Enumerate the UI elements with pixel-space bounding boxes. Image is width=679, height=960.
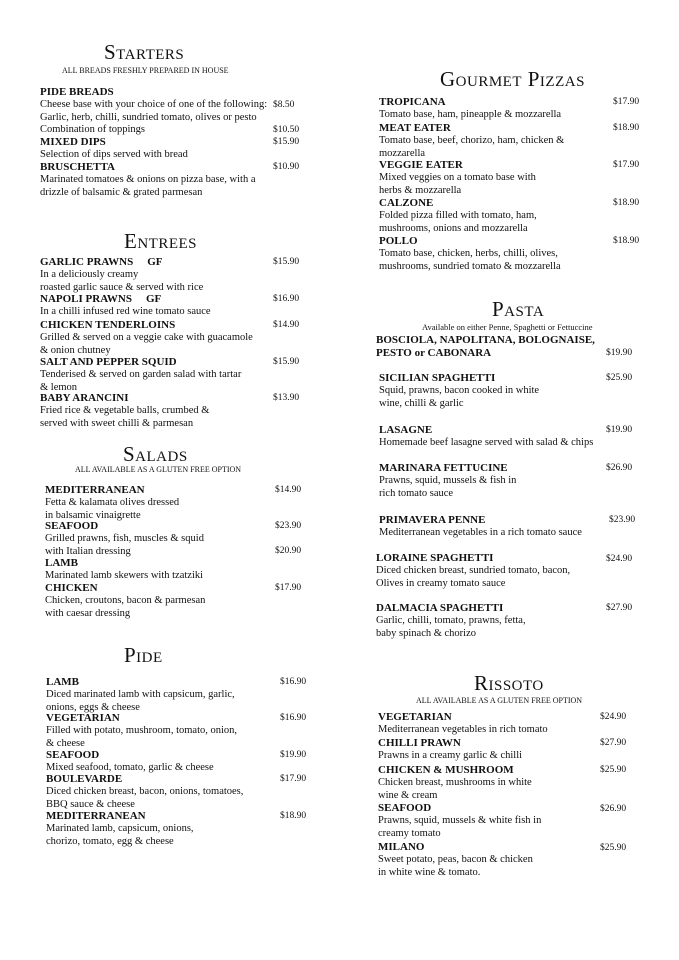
menu-item-tropicana — [379, 96, 561, 122]
menu-item-garlic-prawns — [40, 256, 203, 294]
item-desc: Combination of toppings — [40, 124, 145, 135]
item-price: $18.90 — [613, 198, 640, 208]
item-desc: Homemade beef lasagne served with salad & chips — [379, 437, 594, 448]
item-name: LAMB — [46, 676, 79, 688]
salads-title: Salads — [123, 442, 188, 466]
item-name: NAPOLI PRAWNS — [40, 293, 132, 305]
item-desc: Chicken breast, mushrooms in white — [378, 777, 532, 788]
item-name: LASAGNE — [379, 424, 433, 436]
menu-item-marinara-fettucine — [379, 462, 516, 500]
item-desc: wine, chilli & garlic — [379, 397, 464, 409]
item-price: $17.90 — [280, 774, 307, 784]
item-desc: wine & cream — [378, 789, 438, 801]
item-name: CHICKEN — [45, 582, 98, 594]
menu-item-seafood-pide — [46, 749, 214, 775]
item-desc: Marinated lamb skewers with tzatziki — [45, 570, 204, 581]
item-name-row — [40, 293, 211, 306]
item-name: BOULEVARDE — [46, 773, 123, 785]
menu-item-baby-arancini — [40, 392, 209, 430]
menu-item-chicken-salad — [45, 582, 205, 620]
item-price: $14.90 — [275, 485, 302, 495]
item-price: $25.90 — [606, 373, 633, 383]
item-desc: Marinated lamb, capsicum, onions, — [46, 823, 194, 834]
item-desc: Garlic, herb, chilli, sundried tomato, olives or pesto — [40, 111, 257, 123]
item-desc: onions, eggs & cheese — [46, 701, 140, 713]
item-desc: Tenderised & served on garden salad with tartar — [40, 369, 242, 380]
item-price: $24.90 — [606, 554, 633, 564]
item-name: SEAFOOD — [378, 802, 432, 814]
item-desc: Mixed veggies on a tomato base with — [379, 172, 536, 183]
item-price: $18.90 — [280, 811, 307, 821]
item-desc: Garlic, chilli, tomato, prawns, fetta, — [376, 615, 526, 626]
menu-item-mixed-dips — [40, 136, 188, 162]
item-price: $25.90 — [600, 765, 627, 775]
item-desc: in balsamic vinaigrette — [45, 509, 141, 521]
item-desc: Squid, prawns, bacon cooked in white — [379, 385, 540, 396]
item-name: VEGGIE EATER — [379, 159, 463, 171]
item-desc: Folded pizza filled with tomato, ham, — [379, 210, 537, 221]
item-price: $8.50 — [273, 100, 295, 110]
item-desc: with caesar dressing — [45, 607, 131, 619]
item-desc: Tomato base, beef, chorizo, ham, chicken & — [379, 135, 565, 146]
item-desc: Chicken, croutons, bacon & parmesan — [45, 595, 206, 606]
menu-item-mediterranean-salad — [45, 484, 179, 522]
item-price: $17.90 — [613, 97, 640, 107]
item-desc: Diced chicken breast, bacon, onions, tomatoes, — [46, 786, 244, 797]
item-desc: Fetta & kalamata olives dressed — [45, 497, 180, 508]
item-desc: & cheese — [46, 737, 85, 749]
item-desc: In a chilli infused red wine tomato sauce — [40, 306, 211, 317]
item-desc: Sweet potato, peas, bacon & chicken — [378, 854, 533, 865]
item-name: MEDITERRANEAN — [46, 810, 146, 822]
item-price: $15.90 — [273, 137, 300, 147]
menu-item-milano-rissoto — [378, 841, 533, 879]
item-price: $26.90 — [606, 463, 633, 473]
item-name: MEDITERRANEAN — [45, 484, 145, 496]
item-desc: Filled with potato, mushroom, tomato, onion, — [46, 725, 238, 736]
menu-item-vegetarian-pide — [46, 712, 237, 750]
item-price: $19.90 — [606, 425, 633, 435]
menu-item-seafood-rissoto — [378, 802, 541, 840]
item-desc: mushrooms, onions and mozzarella — [379, 222, 528, 234]
menu-item-salt-pepper-squid — [40, 356, 241, 394]
item-price: $27.90 — [606, 603, 633, 613]
pasta-title: Pasta — [492, 297, 545, 321]
item-desc: roasted garlic sauce & served with rice — [40, 281, 204, 293]
menu-item-veggie-eater — [379, 159, 536, 197]
menu-item-napoli-prawns — [40, 293, 211, 319]
item-desc: rich tomato sauce — [379, 487, 454, 499]
item-desc: with Italian dressing — [45, 545, 131, 557]
item-name: MILANO — [378, 841, 425, 853]
item-name: SALT AND PEPPER SQUID — [40, 356, 177, 368]
item-name: BABY ARANCINI — [40, 392, 129, 404]
item-price: $26.90 — [600, 804, 627, 814]
item-name: MEAT EATER — [379, 122, 451, 134]
item-name: CHICKEN TENDERLOINS — [40, 319, 176, 331]
item-name: PIDE BREADS — [40, 86, 114, 98]
item-name: LORAINE SPAGHETTI — [376, 552, 494, 564]
item-desc: Mediterranean vegetables in rich tomato — [378, 724, 548, 735]
item-name: CALZONE — [379, 197, 434, 209]
item-price: $10.90 — [273, 162, 300, 172]
starters-subtitle: ALL BREADS FRESHLY PREPARED IN HOUSE — [62, 66, 229, 75]
menu-item-primavera-penne — [379, 514, 582, 540]
item-name: SEAFOOD — [45, 520, 99, 532]
item-desc: Mixed seafood, tomato, garlic & cheese — [46, 762, 214, 773]
item-desc: baby spinach & chorizo — [376, 627, 477, 639]
item-desc: mozzarella — [379, 147, 426, 159]
item-price: $16.90 — [273, 294, 300, 304]
menu-item-chicken-mushroom-rissoto — [378, 764, 532, 802]
item-desc: BBQ sauce & cheese — [46, 798, 135, 810]
item-desc: served with sweet chilli & parmesan — [40, 417, 194, 429]
item-price: $27.90 — [600, 738, 627, 748]
menu-item-chicken-tenderloins — [40, 319, 253, 357]
item-name: POLLO — [379, 235, 418, 247]
item-name: MARINARA FETTUCINE — [379, 462, 508, 474]
item-price: $14.90 — [273, 320, 300, 330]
item-desc: Mediterranean vegetables in a rich tomato sauce — [379, 527, 582, 538]
menu-item-loraine-spaghetti — [376, 552, 570, 590]
item-price: $24.90 — [600, 712, 627, 722]
item-name: PESTO or CABONARA — [376, 347, 492, 359]
rissoto-title: Rissoto — [474, 671, 544, 695]
item-price: $23.90 — [609, 515, 636, 525]
item-desc: drizzle of balsamic & grated parmesan — [40, 186, 203, 198]
item-desc: In a deliciously creamy — [40, 269, 139, 280]
item-desc: Tomato base, chicken, herbs, chilli, olives, — [379, 248, 558, 259]
menu-item-calzone — [379, 197, 537, 235]
rissoto-subtitle: ALL AVAILABLE AS A GLUTEN FREE OPTION — [416, 696, 583, 705]
item-name: MIXED DIPS — [40, 136, 106, 148]
item-price: $17.90 — [275, 583, 302, 593]
item-name: BRUSCHETTA — [40, 161, 115, 173]
menu-item-sicilian-spaghetti — [379, 372, 539, 410]
salads-subtitle: ALL AVAILABLE AS A GLUTEN FREE OPTION — [75, 465, 242, 474]
item-desc: in white wine & tomato. — [378, 866, 481, 878]
menu-item-seafood-salad — [45, 520, 204, 558]
item-name: CHILLI PRAWN — [378, 737, 461, 749]
item-name: SICILIAN SPAGHETTI — [379, 372, 496, 384]
menu-item-chilli-prawn-rissoto — [378, 737, 522, 763]
menu-item-meat-eater — [379, 122, 564, 160]
item-desc: Grilled prawns, fish, muscles & squid — [45, 533, 204, 544]
item-desc: Marinated tomatoes & onions on pizza base, with a — [40, 174, 256, 185]
entrees-title: Entrees — [124, 229, 197, 253]
item-desc: Prawns, squid, mussels & fish in — [379, 475, 517, 486]
item-name: SEAFOOD — [46, 749, 100, 761]
item-price: $18.90 — [613, 123, 640, 133]
menu-item-pasta-classics — [376, 334, 595, 360]
pasta-subtitle: Available on either Penne, Spaghetti or Fettuccine — [422, 322, 593, 332]
pide-title: Pide — [124, 643, 163, 667]
menu-item-lamb-pide — [46, 676, 235, 714]
menu-item-dalmacia-spaghetti — [376, 602, 526, 640]
item-price: $13.90 — [273, 393, 300, 403]
item-price: $17.90 — [613, 160, 640, 170]
item-name: VEGETARIAN — [378, 711, 452, 723]
item-price: $19.90 — [606, 348, 633, 358]
menu-item-bruschetta — [40, 161, 256, 199]
menu-item-vegetarian-rissoto — [378, 711, 548, 737]
item-desc: Selection of dips served with bread — [40, 149, 188, 160]
item-desc: Prawns, squid, mussels & white fish in — [378, 815, 542, 826]
item-desc: Diced marinated lamb with capsicum, garlic, — [46, 689, 235, 700]
item-price: $19.90 — [280, 750, 307, 760]
item-price: $15.90 — [273, 257, 300, 267]
item-price: $20.90 — [275, 546, 302, 556]
item-desc: Tomato base, ham, pineapple & mozzarella — [379, 109, 562, 120]
item-desc: & lemon — [40, 381, 78, 393]
menu-item-lamb-salad — [45, 557, 203, 583]
item-price: $16.90 — [280, 713, 307, 723]
item-desc: herbs & mozzarella — [379, 184, 462, 196]
item-desc: Cheese base with your choice of one of the following: — [40, 99, 268, 110]
item-price: $23.90 — [275, 521, 302, 531]
item-desc: creamy tomato — [378, 827, 441, 839]
item-price: $25.90 — [600, 843, 627, 853]
menu-item-pide-breads — [40, 86, 267, 137]
item-desc: mushrooms, sundried tomato & mozzarella — [379, 260, 561, 272]
item-desc: & onion chutney — [40, 344, 111, 356]
item-desc: Diced chicken breast, sundried tomato, bacon, — [376, 565, 571, 576]
item-desc: Fried rice & vegetable balls, crumbed & — [40, 405, 210, 416]
menu-item-lasagne — [379, 424, 593, 450]
item-name: BOSCIOLA, NAPOLITANA, BOLOGNAISE, — [376, 334, 595, 346]
item-name: CHICKEN & MUSHROOM — [378, 764, 514, 776]
item-name: GARLIC PRAWNS — [40, 256, 134, 268]
pizzas-title: Gourmet Pizzas — [440, 67, 585, 91]
item-price: $15.90 — [273, 357, 300, 367]
item-price: $16.90 — [280, 677, 307, 687]
menu-item-mediterranean-pide — [46, 810, 194, 848]
gluten-free-badge: GF — [145, 293, 162, 305]
item-name: TROPICANA — [379, 96, 446, 108]
item-price: $10.50 — [273, 125, 300, 135]
item-name: VEGETARIAN — [46, 712, 120, 724]
item-desc: Grilled & served on a veggie cake with guacamole — [40, 332, 253, 343]
gluten-free-badge: GF — [147, 256, 163, 268]
item-desc: Prawns in a creamy garlic & chilli — [378, 750, 523, 761]
item-name: DALMACIA SPAGHETTI — [376, 602, 504, 614]
item-name: LAMB — [45, 557, 78, 569]
menu-item-boulevarde-pide — [46, 773, 243, 811]
menu-item-pollo — [379, 235, 561, 273]
starters-title: Starters — [104, 40, 185, 64]
item-price: $18.90 — [613, 236, 640, 246]
item-desc: Olives in creamy tomato sauce — [376, 577, 506, 589]
item-name: PRIMAVERA PENNE — [379, 514, 486, 526]
item-name-row — [40, 256, 203, 269]
item-desc: chorizo, tomato, egg & cheese — [46, 835, 174, 847]
